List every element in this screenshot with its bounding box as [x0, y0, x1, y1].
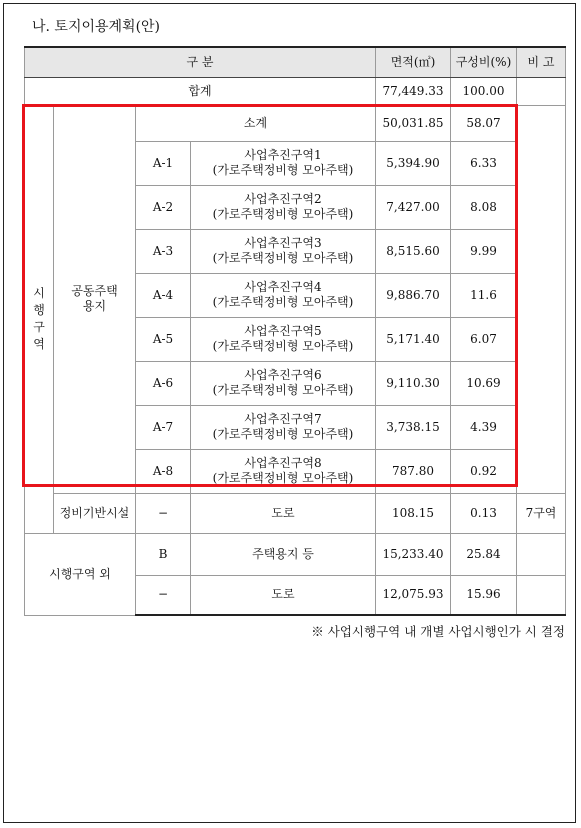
row-ratio: 6.07 [451, 317, 517, 361]
row-area: 9,886.70 [376, 273, 451, 317]
row-ratio: 8.08 [451, 185, 517, 229]
total-label: 합계 [25, 77, 376, 105]
col-remarks: 비 고 [517, 47, 566, 77]
subtotal-ratio: 58.07 [451, 105, 517, 141]
row-area: 787.80 [376, 449, 451, 493]
subtotal-row [25, 105, 566, 141]
infra-label: 정비기반시설 [54, 493, 136, 533]
row-name: 사업추진구역8 (가로주택정비형 모아주택) [191, 449, 376, 493]
row-area: 3,738.15 [376, 405, 451, 449]
header-row [25, 47, 566, 77]
row-area: 7,427.00 [376, 185, 451, 229]
row-code: A-6 [136, 361, 191, 405]
row-ratio: 11.6 [451, 273, 517, 317]
row-code: − [136, 575, 191, 615]
row-name: 주택용지 등 [191, 533, 376, 575]
row-name: 사업추진구역4 (가로주택정비형 모아주택) [191, 273, 376, 317]
row-code: A-3 [136, 229, 191, 273]
row-area: 5,171.40 [376, 317, 451, 361]
infra-ratio: 0.13 [451, 493, 517, 533]
col-ratio: 구성비(%) [451, 47, 517, 77]
row-name: 사업추진구역5 (가로주택정비형 모아주택) [191, 317, 376, 361]
subtotal-area: 50,031.85 [376, 105, 451, 141]
table-row [25, 533, 566, 575]
row-code: A-1 [136, 141, 191, 185]
outside-label: 시행구역 외 [25, 533, 136, 615]
row-code: A-4 [136, 273, 191, 317]
row-area: 9,110.30 [376, 361, 451, 405]
land-use-table [24, 46, 566, 616]
row-ratio: 9.99 [451, 229, 517, 273]
infra-row [25, 493, 566, 533]
row-code: A-7 [136, 405, 191, 449]
row-name: 사업추진구역7 (가로주택정비형 모아주택) [191, 405, 376, 449]
row-name: 사업추진구역1 (가로주택정비형 모아주택) [191, 141, 376, 185]
housing-remark [517, 105, 566, 493]
zone-label: 시 행 구 역 [25, 105, 54, 533]
infra-code: − [136, 493, 191, 533]
row-code: A-5 [136, 317, 191, 361]
row-area: 8,515.60 [376, 229, 451, 273]
row-code: B [136, 533, 191, 575]
row-ratio: 4.39 [451, 405, 517, 449]
row-area: 5,394.90 [376, 141, 451, 185]
infra-area: 108.15 [376, 493, 451, 533]
row-name: 사업추진구역6 (가로주택정비형 모아주택) [191, 361, 376, 405]
row-code: A-8 [136, 449, 191, 493]
row-remark [517, 533, 566, 575]
total-row [25, 77, 566, 105]
housing-label: 공동주택 용지 [54, 105, 136, 493]
row-ratio: 6.33 [451, 141, 517, 185]
col-area: 면적(㎡) [376, 47, 451, 77]
total-area: 77,449.33 [376, 77, 451, 105]
row-name: 사업추진구역2 (가로주택정비형 모아주택) [191, 185, 376, 229]
total-ratio: 100.00 [451, 77, 517, 105]
section-heading: 나. 토지이용계획(안) [32, 19, 161, 35]
row-ratio: 25.84 [451, 533, 517, 575]
subtotal-label: 소계 [136, 105, 376, 141]
col-category: 구 분 [25, 47, 376, 77]
row-area: 15,233.40 [376, 533, 451, 575]
infra-remark: 7구역 [517, 493, 566, 533]
row-ratio: 0.92 [451, 449, 517, 493]
footnote: ※ 사업시행구역 내 개별 사업시행인가 시 결정 [311, 624, 565, 639]
row-code: A-2 [136, 185, 191, 229]
row-ratio: 15.96 [451, 575, 517, 615]
row-name: 사업추진구역3 (가로주택정비형 모아주택) [191, 229, 376, 273]
row-ratio: 10.69 [451, 361, 517, 405]
row-remark [517, 575, 566, 615]
total-remark [517, 77, 566, 105]
infra-name: 도로 [191, 493, 376, 533]
row-name: 도로 [191, 575, 376, 615]
row-area: 12,075.93 [376, 575, 451, 615]
